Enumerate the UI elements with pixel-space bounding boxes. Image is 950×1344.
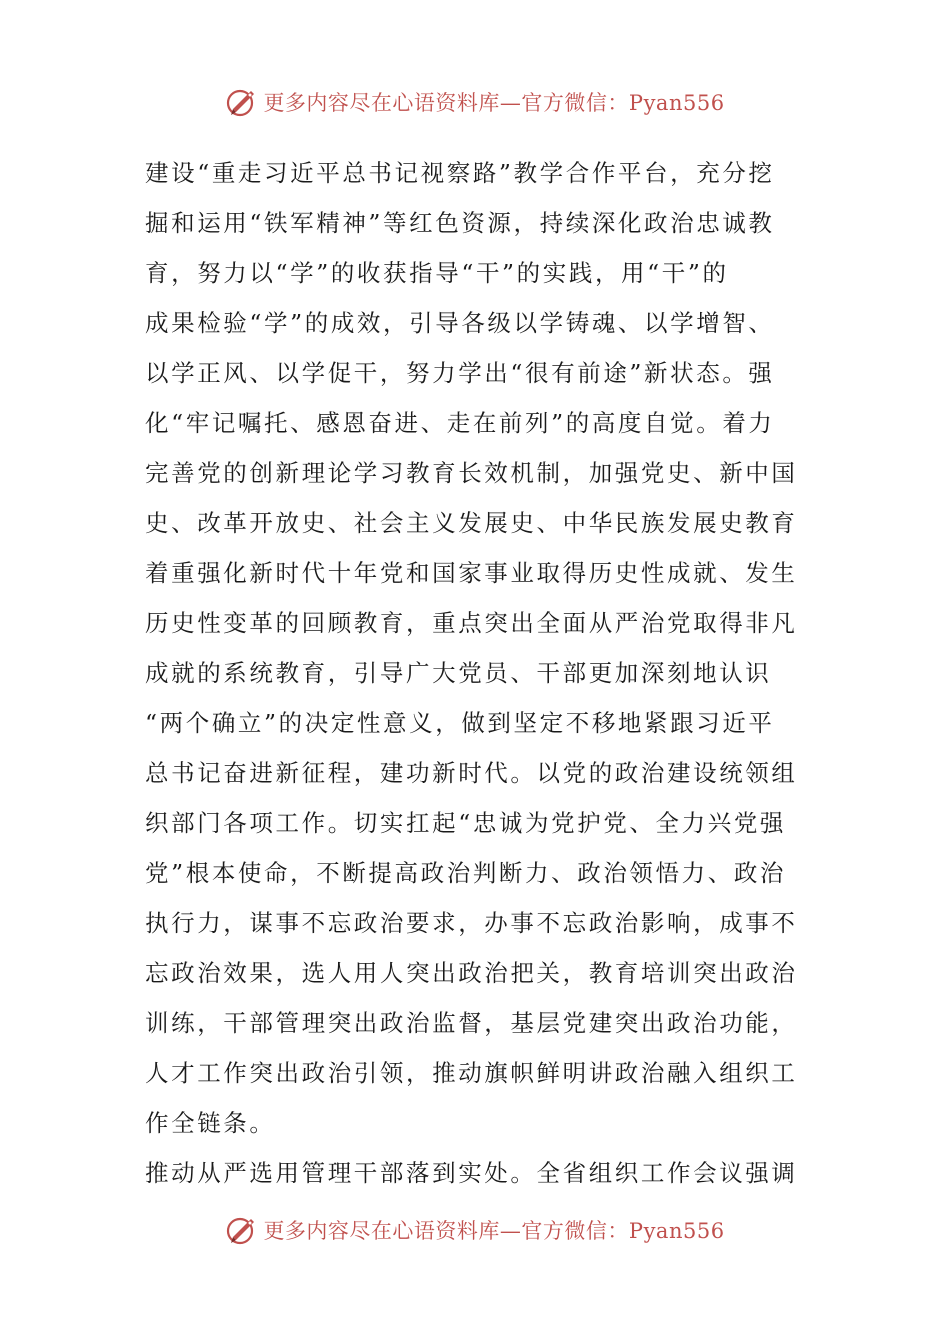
document-body	[145, 148, 810, 1198]
text-line: “两个确立”的决定性意义，做到坚定不移地紧跟习近平	[145, 709, 775, 737]
text-line: 史、改革开放史、社会主义发展史、中华民族发展史教育	[145, 509, 798, 537]
text-line: 作全链条。	[145, 1109, 276, 1137]
pen-circle-logo-icon	[225, 85, 259, 119]
text-line: 育，努力以“学”的收获指导“干”的实践，用“干”的	[145, 259, 729, 287]
text-line: 掘和运用“铁军精神”等红色资源，持续深化政治忠诚教	[145, 209, 775, 237]
text-line: 以学正风、以学促干，努力学出“很有前途”新状态。强	[145, 359, 775, 387]
text-line: 着重强化新时代十年党和国家事业取得历史性成就、发生	[145, 559, 798, 587]
text-line: 成果检验“学”的成效，引导各级以学铸魂、以学增智、	[145, 309, 775, 337]
text-line: 训练，干部管理突出政治监督，基层党建突出政治功能，	[145, 1009, 798, 1037]
text-line: 历史性变革的回顾教育，重点突出全面从严治党取得非凡	[145, 609, 798, 637]
text-line: 忘政治效果，选人用人突出政治把关，教育培训突出政治	[145, 959, 798, 987]
paragraph-2	[145, 1148, 810, 1198]
text-line: 总书记奋进新征程，建功新时代。以党的政治建设统领组	[145, 759, 798, 787]
text-line: 完善党的创新理论学习教育长效机制，加强党史、新中国	[145, 459, 798, 487]
text-line: 建设“重走习近平总书记视察路”教学合作平台，充分挖	[145, 159, 775, 187]
footer-banner	[0, 1210, 950, 1250]
footer-banner-text: 更多内容尽在心语资料库—官方微信：Pyan556	[263, 1219, 725, 1243]
pen-circle-logo-icon	[225, 1213, 259, 1247]
text-line: 成就的系统教育，引导广大党员、干部更加深刻地认识	[145, 659, 772, 687]
text-line: 推动从严选用管理干部落到实处。全省组织工作会议强调	[145, 1159, 798, 1187]
text-line: 执行力，谋事不忘政治要求，办事不忘政治影响，成事不	[145, 909, 798, 937]
header-banner	[0, 82, 950, 122]
header-banner-text: 更多内容尽在心语资料库—官方微信：Pyan556	[263, 91, 725, 115]
text-line: 党”根本使命，不断提高政治判断力、政治领悟力、政治	[145, 859, 787, 887]
text-line: 织部门各项工作。切实扛起“忠诚为党护党、全力兴党强	[145, 809, 787, 837]
text-line: 化“牢记嘱托、感恩奋进、走在前列”的高度自觉。着力	[145, 409, 775, 437]
paragraph-1	[145, 148, 810, 1148]
text-line: 人才工作突出政治引领，推动旗帜鲜明讲政治融入组织工	[145, 1059, 798, 1087]
